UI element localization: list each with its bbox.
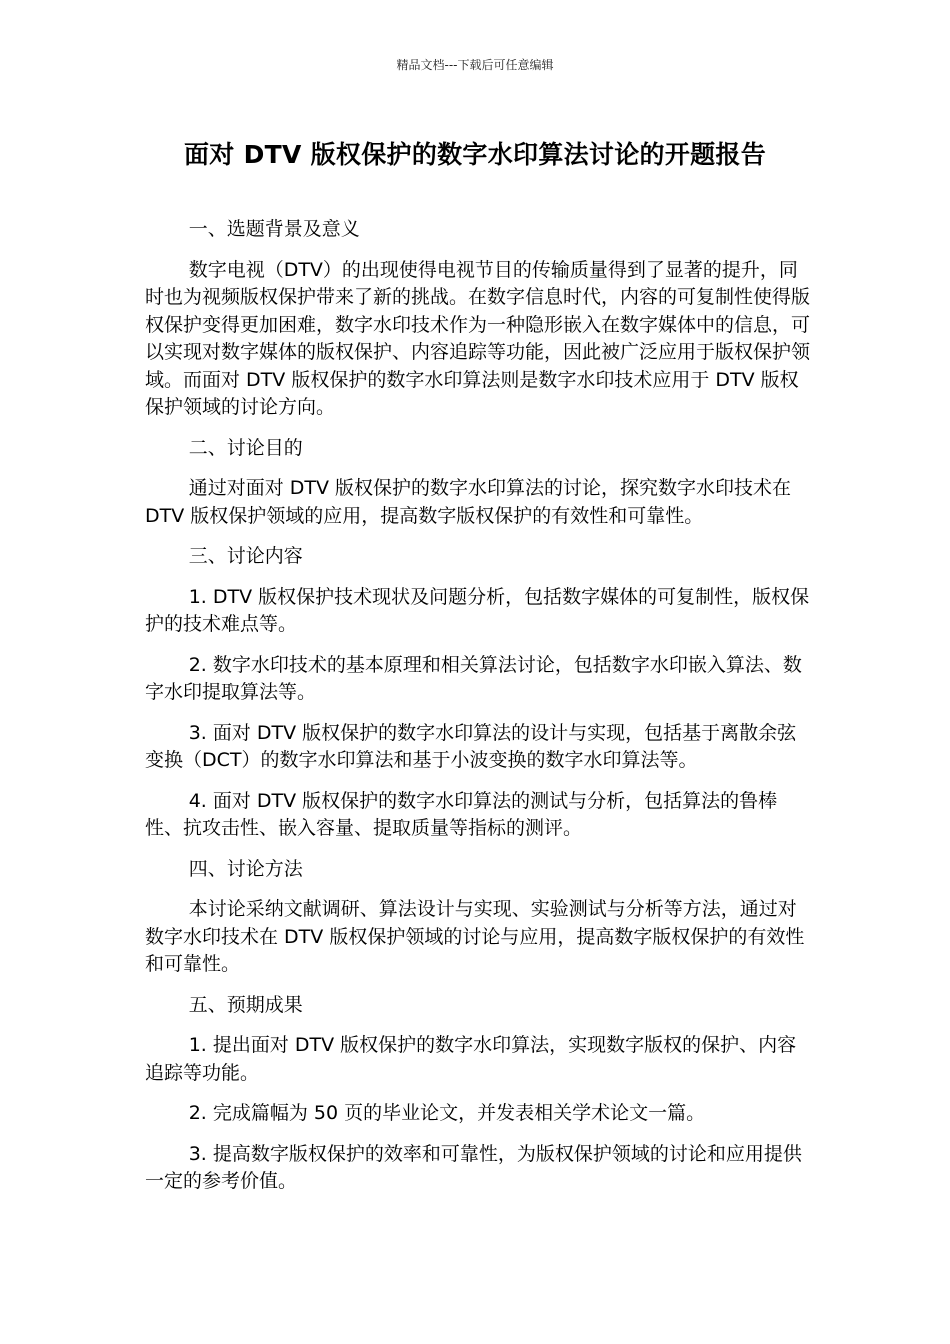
- list-item: 1. 提出面对 DTV 版权保护的数字水印算法，实现数字版权的保护、内容追踪等功能。: [145, 1034, 797, 1084]
- section-heading: 四、讨论方法: [188, 857, 303, 880]
- list-item: 1. DTV 版权保护技术现状及问题分析，包括数字媒体的可复制性，版权保护的技术难点等。: [145, 585, 810, 635]
- document-body: [145, 216, 810, 1209]
- list-item: 3. 面对 DTV 版权保护的数字水印算法的设计与实现，包括基于离散余弦变换（DCT）的数字水印算法和基于小波变换的数字水印算法等。: [145, 721, 797, 771]
- section-heading: 二、讨论目的: [188, 436, 303, 459]
- list-item: 2. 完成篇幅为 50 页的毕业论文，并发表相关学术论文一篇。: [188, 1102, 706, 1124]
- paragraph: 本讨论采纳文献调研、算法设计与实现、实验测试与分析等方法，通过对数字水印技术在 DTV 版权保护领域的讨论与应用，提高数字版权保护的有效性和可靠性。: [145, 898, 805, 975]
- paragraph: 数字电视（DTV）的出现使得电视节目的传输质量得到了显著的提升，同时也为视频版权保护带来了新的挑战。在数字信息时代，内容的可复制性使得版权保护变得更加困难，数字水印技术作为一种隐形嵌入在数字媒体中的信息，可以实现对数字媒体的版权保护、内容追踪等功能，因此被广泛应用于版权保护领域。而面对 DTV 版权保护的数字水印算法则是数字水印技术应用于 DTV 版权保护领域的讨论方向。: [145, 258, 811, 418]
- section-heading: 三、讨论内容: [188, 545, 303, 567]
- list-item: 2. 数字水印技术的基本原理和相关算法讨论，包括数字水印嵌入算法、数字水印提取算法等。: [145, 653, 802, 703]
- paragraph: 通过对面对 DTV 版权保护的数字水印算法的讨论，探究数字水印技术在 DTV 版权保护领域的应用，提高数字版权保护的有效性和可靠性。: [145, 477, 792, 527]
- list-item: 3. 提高数字版权保护的效率和可靠性，为版权保护领域的讨论和应用提供一定的参考价值。: [145, 1142, 802, 1192]
- document-title: 面对 DTV 版权保护的数字水印算法讨论的开题报告: [183, 140, 767, 169]
- section-heading: 一、选题背景及意义: [188, 218, 360, 240]
- section-heading: 五、预期成果: [188, 993, 303, 1016]
- page-header: 精品文档---下载后可任意编辑: [396, 58, 554, 72]
- list-item: 4. 面对 DTV 版权保护的数字水印算法的测试与分析，包括算法的鲁棒性、抗攻击性、嵌入容量、提取质量等指标的测评。: [145, 789, 778, 839]
